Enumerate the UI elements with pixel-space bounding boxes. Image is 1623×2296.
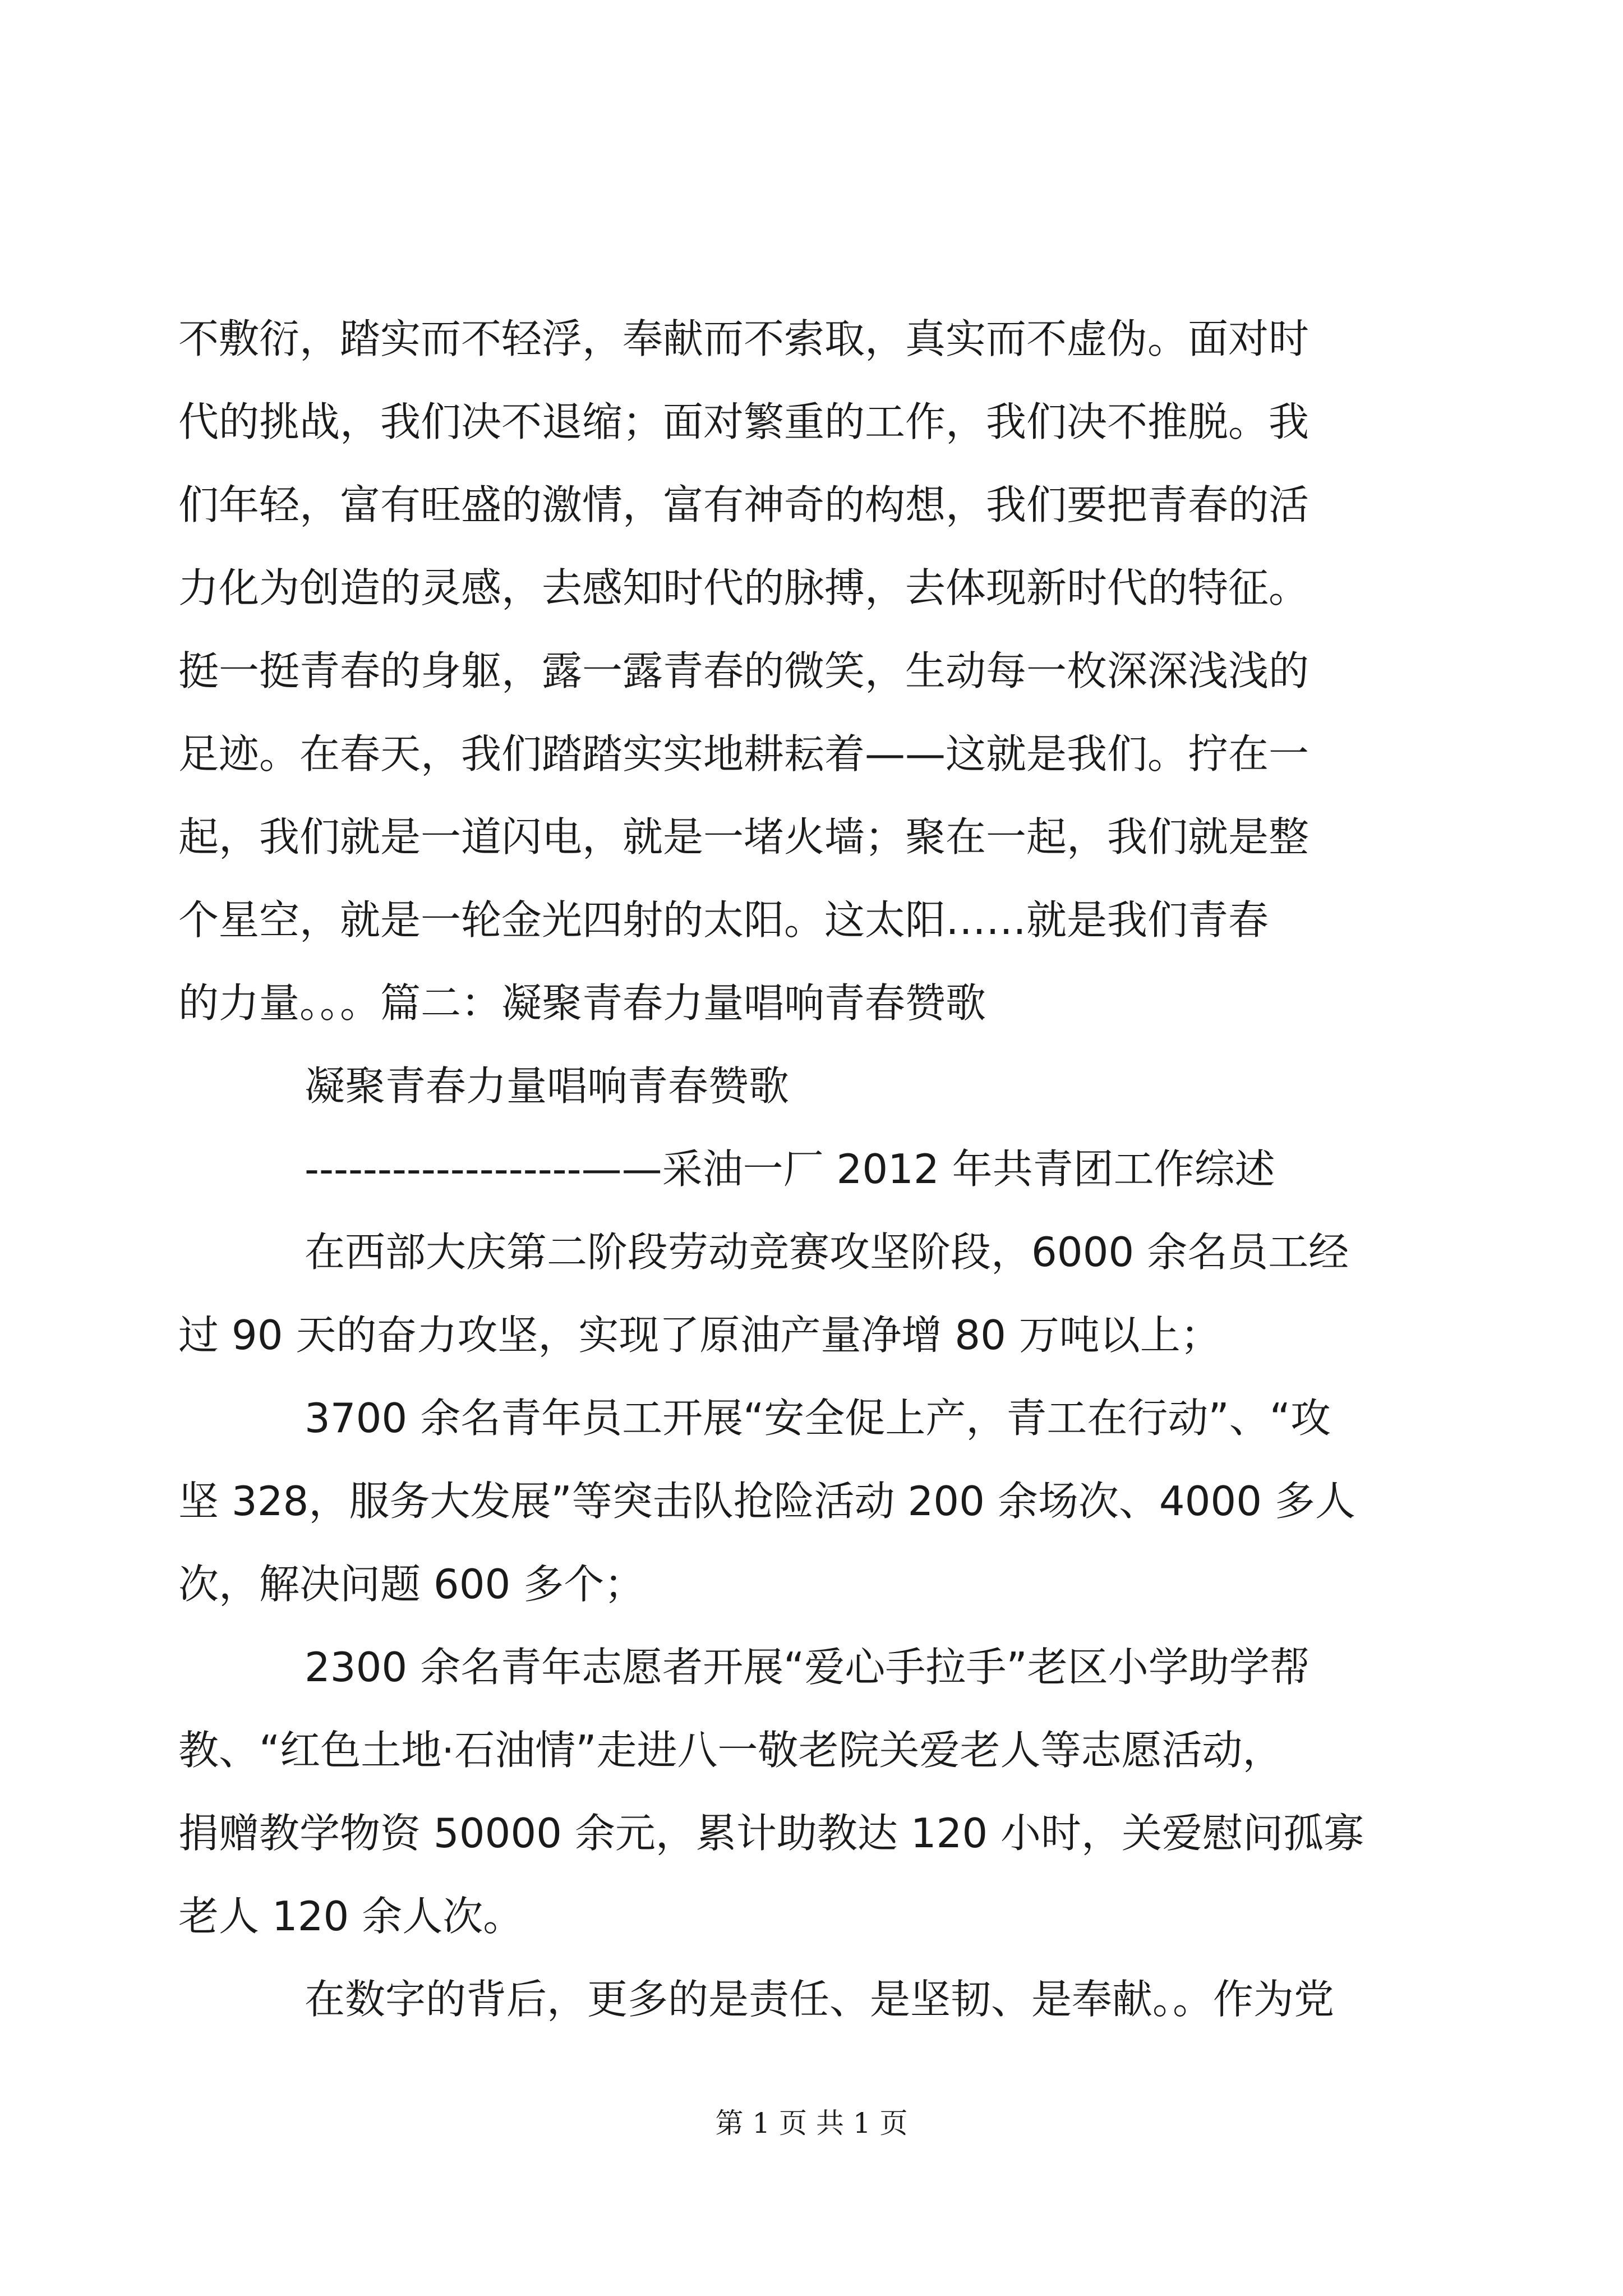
text-line: 在数字的背后，更多的是责任、是坚韧、是奉献。。作为党 [305,1976,1335,2023]
text-line: 捐赠教学物资 50000 余元，累计助教达 120 小时，关爱慰问孤寡 [178,1810,1364,1857]
document-body [178,297,1457,2041]
text-line: 不敷衍，踏实而不轻浮，奉献而不索取，真实而不虚伪。面对时 [178,315,1310,362]
text-line: 的力量。。。篇二：凝聚青春力量唱响青春赞歌 [178,979,986,1027]
text-line: 挺一挺青春的身躯，露一露青春的微笑，生动每一枚深深浅浅的 [178,647,1310,694]
section-title: 凝聚青春力量唱响青春赞歌 [305,1062,790,1110]
text-line: 2300 余名青年志愿者开展“爱心手拉手”老区小学助学帮 [305,1644,1310,1691]
text-line: 力化为创造的灵感，去感知时代的脉搏，去体现新时代的特征。 [178,564,1310,611]
page-footer: 第 1 页 共 1 页 [715,2107,908,2139]
text-line: 起，我们就是一道闪电，就是一堵火墙；聚在一起，我们就是整 [178,813,1310,861]
text-line: 次，解决问题 600 多个； [178,1561,645,1608]
section-subtitle: -------------------——采油一厂 2012 年共青团工作综述 [305,1145,1275,1193]
text-line: 老人 120 余人次。 [178,1893,524,1940]
text-line: 教、“红色土地·石油情”走进八一敬老院关爱老人等志愿活动， [178,1727,1283,1774]
text-line: 在西部大庆第二阶段劳动竞赛攻坚阶段，6000 余名员工经 [305,1228,1349,1276]
text-line: 3700 余名青年员工开展“安全促上产，青工在行动”、“攻 [305,1395,1331,1442]
text-line: 坚 328，服务大发展”等突击队抢险活动 200 余场次、4000 多人 [178,1478,1355,1525]
text-line: 足迹。在春天，我们踏踏实实地耕耘着——这就是我们。拧在一 [178,730,1310,777]
text-line: 过 90 天的奋力攻坚，实现了原油产量净增 80 万吨以上； [178,1312,1221,1359]
text-line: 个星空，就是一轮金光四射的太阳。这太阳……就是我们青春 [178,896,1269,944]
text-line: 们年轻，富有旺盛的激情，富有神奇的构想，我们要把青春的活 [178,481,1310,528]
text-line: 代的挑战，我们决不退缩；面对繁重的工作，我们决不推脱。我 [178,398,1310,445]
